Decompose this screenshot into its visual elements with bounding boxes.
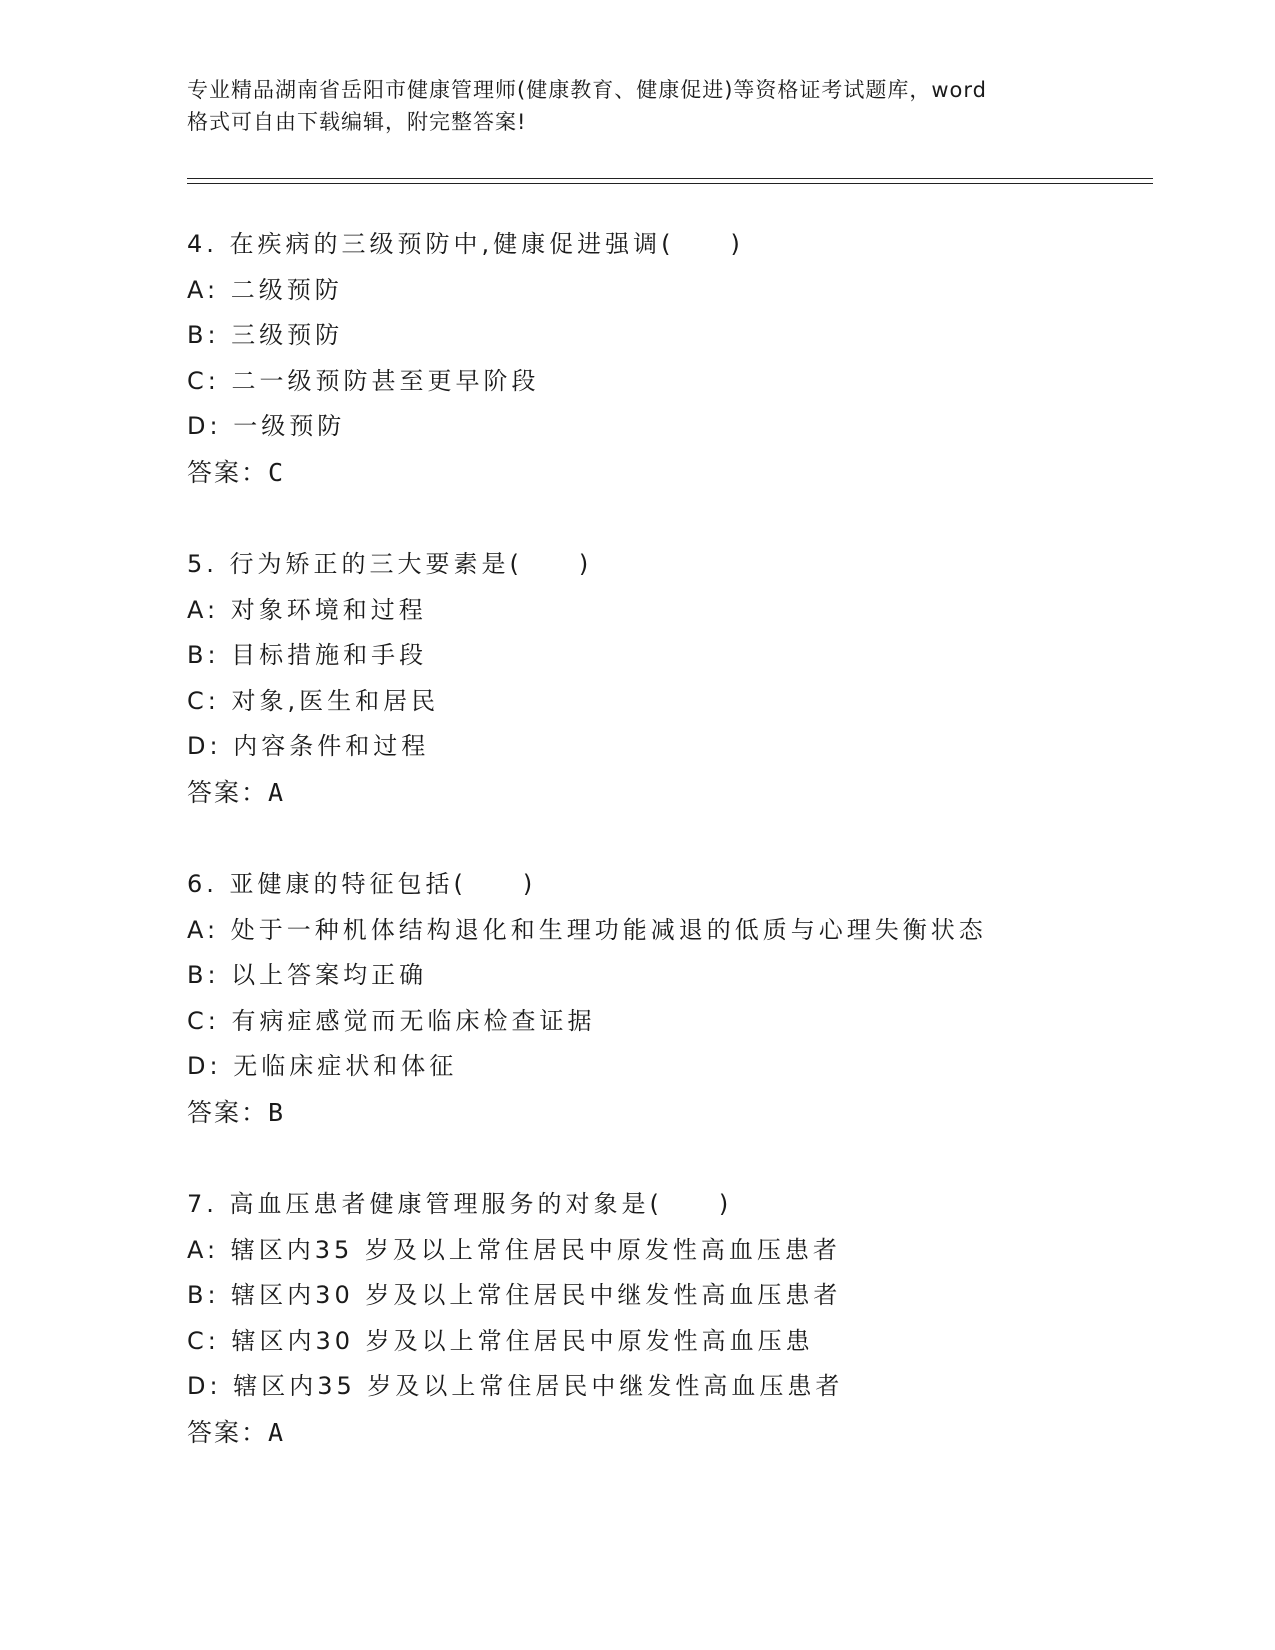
- option-d: D: 辖区内35 岁及以上常住居民中继发性高血压患者: [187, 1372, 844, 1401]
- answer-label: 答案：: [187, 457, 269, 487]
- answer: [187, 1090, 1147, 1136]
- question-6: [187, 862, 1147, 1136]
- option-a: A: 处于一种机体结构退化和生理功能减退的低质与心理失衡状态: [187, 915, 987, 944]
- option-a: A: 二级预防: [187, 275, 343, 304]
- answer-value: A: [268, 777, 284, 807]
- answer: [187, 770, 1147, 816]
- answer-label: 答案：: [187, 1097, 269, 1127]
- answer-value: B: [268, 1097, 284, 1127]
- option-b: B: 以上答案均正确: [187, 961, 428, 990]
- document-header: [187, 74, 1087, 138]
- option-b: B: 目标措施和手段: [187, 641, 428, 670]
- question-7: [187, 1182, 1147, 1456]
- option-a: A: 对象环境和过程: [187, 595, 427, 624]
- answer: [187, 1410, 1147, 1456]
- option-c: C: 有病症感觉而无临床检查证据: [187, 1006, 596, 1035]
- option-c: C: 二一级预防甚至更早阶段: [187, 366, 540, 395]
- header-divider: [187, 178, 1153, 184]
- option-c: C: 对象,医生和居民: [187, 686, 440, 715]
- option-a: A: 辖区内35 岁及以上常住居民中原发性高血压患者: [187, 1235, 841, 1264]
- question-stem: 5. 行为矫正的三大要素是( ): [187, 550, 593, 578]
- header-line-1: 专业精品湖南省岳阳市健康管理师(健康教育、健康促进)等资格证考试题库，word: [187, 78, 988, 102]
- option-d: D: 一级预防: [187, 412, 346, 441]
- answer-value: A: [268, 1417, 284, 1447]
- option-b: B: 辖区内30 岁及以上常住居民中继发性高血压患者: [187, 1281, 842, 1310]
- answer-label: 答案：: [187, 1417, 269, 1447]
- question-4: [187, 222, 1147, 496]
- question-stem: 7. 高血压患者健康管理服务的对象是( ): [187, 1190, 733, 1218]
- header-line-2: 格式可自由下载编辑，附完整答案!: [187, 110, 527, 134]
- question-stem: 4. 在疾病的三级预防中,健康促进强调( ): [187, 230, 744, 258]
- option-b: B: 三级预防: [187, 321, 344, 350]
- option-d: D: 无临床症状和体征: [187, 1052, 458, 1081]
- question-stem: 6. 亚健康的特征包括( ): [187, 870, 537, 898]
- answer-value: C: [268, 457, 284, 487]
- question-5: [187, 542, 1147, 816]
- answer-label: 答案：: [187, 777, 269, 807]
- answer: [187, 450, 1147, 496]
- option-d: D: 内容条件和过程: [187, 732, 430, 761]
- option-c: C: 辖区内30 岁及以上常住居民中原发性高血压患: [187, 1326, 814, 1355]
